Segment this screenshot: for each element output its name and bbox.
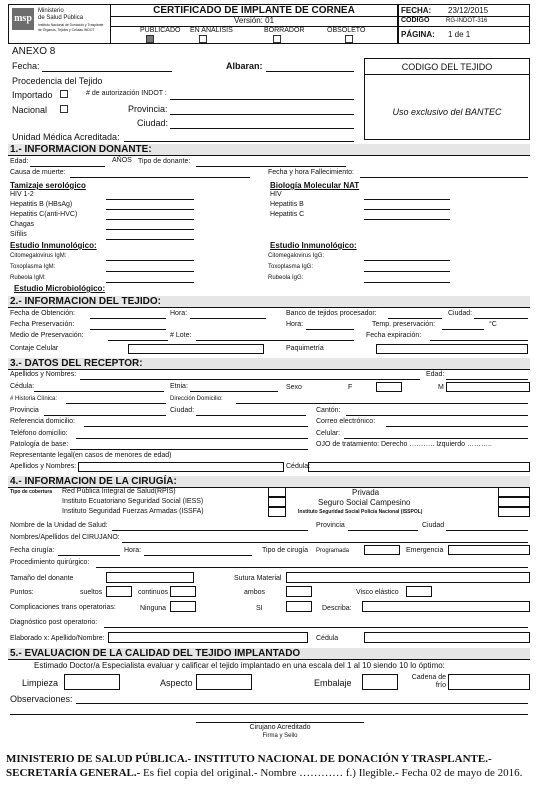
ciudad-field-line[interactable] (170, 128, 354, 129)
nat-hepc-line[interactable] (364, 219, 450, 220)
org-line-4: de Órganos, Tejidos y Células INDOT (38, 28, 95, 32)
aspecto-box[interactable] (196, 674, 252, 690)
receptor-edad-label: Edad: (426, 371, 445, 378)
hora-preservacion-line[interactable] (306, 329, 354, 330)
hora-cirugia-line[interactable] (144, 555, 252, 556)
sexo-m-box[interactable] (446, 382, 530, 392)
receptor-edad-line[interactable] (446, 379, 528, 380)
fecha-label: FECHA: (401, 6, 432, 15)
section-5-title: 5.- EVALUACION DE LA CALIDAD DEL TEJIDO IMPLANTADO (8, 648, 530, 660)
cadena-frio-label: Cadena de frío (411, 674, 446, 689)
test-hepc-line[interactable] (106, 219, 194, 220)
sexo-m-label: M (438, 384, 444, 391)
fecha-preservacion-line[interactable] (90, 329, 166, 330)
importado-checkbox[interactable] (60, 90, 68, 98)
ambos-box[interactable] (286, 586, 312, 597)
direccion-label: Dirección Domicilio: (170, 396, 223, 402)
inmuno-left-heading: Estudio Inmunológico: (10, 241, 97, 250)
unidad-salud-label: Nombre de la Unidad de Salud: (10, 522, 108, 529)
codigo-tejido-title: CODIGO DEL TEJIDO (401, 62, 493, 72)
rubeola-igg-line[interactable] (364, 282, 450, 283)
fecha-expiracion-label: Fecha expiración: (366, 332, 422, 339)
provincia-field-line[interactable] (170, 114, 354, 115)
receptor-etnia-line[interactable] (190, 391, 278, 392)
patologia-line[interactable] (70, 449, 308, 450)
lote-line[interactable] (196, 340, 354, 341)
tamizaje-heading: Tamizaje serológico (10, 181, 86, 190)
ciudad-banco-line[interactable] (474, 318, 528, 319)
fecha-value: 23/12/2015 (448, 6, 489, 15)
historia-clinica-label: # Historia Clínica: (10, 396, 58, 402)
elaborado-label: Elaborado x: Apellido/Nombre: (10, 635, 105, 642)
aspecto-label: Aspecto (160, 678, 193, 688)
elaborado-cedula-box[interactable] (364, 632, 530, 643)
canton-line[interactable] (346, 415, 528, 416)
sutura-label: Sutura Material (234, 575, 282, 582)
representante-cedula-label: Cédula: (286, 463, 311, 470)
pagina-label: PÁGINA: (401, 30, 435, 39)
cmv-igm-label: Citomegalovirus IgM: (10, 253, 67, 259)
toxo-igm-line[interactable] (106, 271, 194, 272)
diagnostico-line[interactable] (104, 627, 528, 628)
test-hepb-line[interactable] (106, 209, 194, 210)
fecha-field-line[interactable] (42, 71, 172, 72)
toxo-igm-label: Toxoplasma IgM: (10, 264, 56, 270)
si-label: SI (256, 605, 263, 612)
causa-muerte-field-line[interactable] (70, 177, 250, 178)
test-chagas-line[interactable] (106, 229, 194, 230)
status-analisis-checkbox[interactable] (199, 35, 207, 43)
paquimetria-box[interactable] (376, 344, 528, 354)
test-hiv-12-line[interactable] (106, 199, 194, 200)
firma-sello-label: Firma y Sello (262, 733, 298, 739)
fecha-fallecimiento-label: Fecha y hora Fallecimiento: (268, 169, 354, 176)
status-obsoleto-checkbox[interactable] (345, 35, 353, 43)
receptor-provincia-line[interactable] (44, 415, 166, 416)
fecha-preservacion-label: Fecha Preservación: (10, 321, 75, 328)
referencia-label: Referencia domicilio: (10, 418, 75, 425)
hora-obtencion-line[interactable] (190, 318, 266, 319)
representante-label: Representante legal(en casos de menores de edad) (10, 452, 172, 459)
causa-muerte-label: Causa de muerte: (10, 169, 66, 176)
correo-line[interactable] (386, 426, 528, 427)
anexo-label: ANEXO 8 (12, 46, 56, 57)
receptor-provincia-label: Provincia (10, 407, 39, 414)
test-sifilis-label: Sífilis (10, 231, 27, 238)
receptor-sexo-label: Sexo (286, 384, 302, 391)
cirugia-provincia-label: Provincia (316, 522, 345, 529)
albaran-label: Albaran: (226, 61, 263, 71)
sexo-f-box[interactable] (376, 382, 402, 392)
emergencia-box[interactable] (448, 545, 530, 555)
status-analisis-label: EN ANALISIS (190, 27, 233, 34)
codigo-value: RG-INDOT-316 (446, 18, 488, 24)
cirujano-label: Nombres/Apellidos del CIRUJANO: (10, 534, 120, 541)
pagina-value: 1 de 1 (448, 30, 471, 39)
fecha-field-label: Fecha: (12, 61, 40, 71)
representante-apellidos-label: Apellidos y Nombres: (10, 463, 77, 470)
medio-preservacion-label: Medio de Preservación: (10, 332, 84, 339)
status-borrador-label: BORRADOR (264, 27, 305, 34)
embalaje-box[interactable] (362, 674, 398, 690)
cobertura-issfa-label: Instituto Seguridad Fuerzas Armadas (ISSFA) (62, 508, 204, 515)
fecha-cirugia-line[interactable] (58, 555, 120, 556)
org-line-2: de Salud Pública (38, 15, 84, 21)
nat-hepb-label: Hepatitis B (270, 201, 304, 208)
visco-box[interactable] (406, 586, 432, 597)
visco-label: Visco elástico (356, 589, 399, 596)
nat-hiv-line[interactable] (364, 199, 450, 200)
test-hepb-label: Hepatitis B (HBsAg) (10, 201, 73, 208)
fecha-obtencion-line[interactable] (90, 318, 166, 319)
representante-apellidos-box[interactable] (78, 462, 284, 472)
banco-label: Banco de tejidos procesador: (286, 310, 377, 317)
importado-label: Importado (12, 90, 53, 100)
test-sifilis-line[interactable] (106, 239, 194, 240)
complicaciones-label: Complicaciones trans operatorias: (10, 604, 116, 611)
medio-preservacion-line[interactable] (108, 340, 168, 341)
receptor-cedula-label: Cédula: (10, 383, 35, 390)
temp-preservacion-label: Temp. preservación: (372, 321, 436, 328)
cobertura-iess-box[interactable] (268, 497, 286, 507)
provincia-label: Provincia: (128, 104, 168, 114)
document-title: CERTIFICADO DE IMPLANTE DE CORNEA (153, 5, 355, 16)
referencia-line[interactable] (84, 426, 308, 427)
correo-label: Correo electrónico: (316, 418, 376, 425)
nacional-label: Nacional (12, 105, 48, 115)
ministry-logo-icon: msp (12, 8, 34, 30)
hora-obtencion-label: Hora: (170, 310, 188, 317)
fecha-cirugia-label: Fecha cirugía: (10, 547, 55, 554)
elaborado-cedula-label: Cédula (316, 635, 339, 642)
diagnostico-label: Diagnóstico post operatorio: (10, 619, 98, 626)
hora-cirugia-label: Hora: (124, 547, 142, 554)
ambos-label: ambos (244, 589, 266, 596)
edad-label: Edad: (10, 158, 29, 165)
section-3-title: 3.- DATOS DEL RECEPTOR: (8, 358, 530, 370)
telefono-line[interactable] (76, 438, 308, 439)
limpieza-box[interactable] (64, 674, 120, 690)
section-2-title: 2.- INFORMACION DEL TEJIDO: (8, 296, 530, 308)
cirugia-provincia-line[interactable] (348, 530, 418, 531)
section-1-title: 1.- INFORMACION DONANTE: (8, 144, 530, 156)
procedencia-label: Procedencia del Tejido (12, 76, 103, 86)
continuos-box[interactable] (170, 586, 196, 597)
si-box[interactable] (286, 601, 312, 612)
cobertura-rpis-box[interactable] (268, 487, 286, 497)
contaje-celular-box[interactable] (128, 344, 264, 354)
ciudad-banco-label: Ciudad: (448, 310, 473, 317)
programada-label: Programada (316, 548, 350, 554)
certified-copy-footer: MINISTERIO DE SALUD PÚBLICA.- INSTITUTO NACIONAL DE DONACIÓN Y TRASPLANTE.- SECRETARÍA GENERAL.- Es fiel copia del original.- Nombre ………… f.) Ilegible.- Fecha 02 de mayo de 2016. (6, 753, 523, 779)
cobertura-campesino-label: Seguro Social Campesino (318, 498, 411, 507)
elaborado-box[interactable] (108, 632, 308, 643)
nat-hepb-line[interactable] (364, 209, 450, 210)
rubeola-igg-label: Rubeola IgG: (268, 275, 304, 281)
sexo-f-label: F (348, 384, 353, 391)
representante-cedula-box[interactable] (308, 462, 530, 472)
rubeola-igm-label: Rubeola IgM: (10, 275, 46, 281)
telefono-label: Teléfono domicilio: (10, 430, 68, 437)
tipo-donante-field-line[interactable] (196, 166, 346, 167)
cirugia-ciudad-label: Ciudad (422, 522, 445, 529)
temp-preservacion-line[interactable] (442, 329, 484, 330)
section-4-title: 4.- INFORMACION DE LA CIRUGÍA: (8, 476, 530, 488)
ninguna-box[interactable] (170, 601, 196, 612)
tipo-cirugia-label: Tipo de cirugía (262, 547, 309, 554)
cobertura-campesino-box[interactable] (498, 497, 530, 507)
test-chagas-label: Chagas (10, 221, 35, 228)
status-borrador-checkbox[interactable] (273, 35, 281, 43)
describa-label: Describa: (322, 605, 352, 612)
receptor-apellidos-label: Apellidos y Nombres: (10, 371, 77, 378)
status-publicado-label: PUBLICADO (140, 27, 181, 34)
puntos-label: Puntos: (10, 589, 34, 596)
cobertura-issfa-box[interactable] (268, 507, 286, 517)
historia-clinica-line[interactable] (66, 403, 166, 404)
nat-hiv-label: HIV (270, 191, 282, 198)
test-hiv-12-label: HIV 1-2 (10, 191, 34, 198)
paquimetria-label: Paquimetría (286, 345, 324, 352)
fecha-obtencion-label: Fecha de Obtención: (10, 310, 75, 317)
sueltos-box[interactable] (106, 586, 132, 597)
cmv-igm-line[interactable] (106, 260, 194, 261)
cmv-igg-label: Citomegalovirus IgG: (268, 253, 325, 259)
ojo-tratamiento-label[interactable]: OJO de tratamiento: Derecho ……….. Izquierdo ……….. (316, 441, 492, 448)
inmuno-right-heading: Estudio Inmunológico: (270, 241, 357, 250)
contaje-celular-label: Contaje Celular (10, 345, 59, 352)
unidad-medica-field-line[interactable] (124, 141, 354, 142)
canton-label: Cantón: (316, 407, 341, 414)
tamano-donante-label: Tamaño del donante (10, 575, 74, 582)
status-obsoleto-label: OBSOLETO (327, 27, 366, 34)
procedimiento-line[interactable] (96, 567, 528, 568)
programada-box[interactable] (364, 545, 400, 555)
ninguna-label: Ninguna (140, 605, 167, 612)
celular-line[interactable] (344, 438, 528, 439)
embalaje-label: Embalaje (314, 678, 352, 688)
test-hepc-label: Hepatitis C(anti-HVC) (10, 211, 78, 218)
cmv-igg-line[interactable] (364, 260, 450, 261)
patologia-label: Patología de base: (10, 441, 69, 448)
cirujano-acreditado-label: Cirujano Acreditado (249, 724, 311, 731)
ciudad-label: Ciudad: (137, 118, 169, 128)
cadena-frio-box[interactable] (448, 674, 530, 690)
autorizacion-label: # de autorización INDOT : (86, 90, 167, 97)
grados-label: °C (489, 321, 497, 328)
nacional-checkbox[interactable] (60, 105, 68, 113)
document-version: Versión: 01 (233, 16, 275, 25)
codigo-label: CODIGO (401, 17, 430, 24)
evaluacion-instruccion: Estimado Doctor/a Especialista evaluar y calificar el tejido implantado en una escala del 1 al 10 siendo 10 lo óptimo: (34, 661, 445, 670)
anos-label: AÑOS (112, 157, 132, 164)
unidad-medica-label: Unidad Médica Acreditada: (12, 132, 120, 142)
biologia-heading: Biología Molecular NAT (270, 181, 360, 190)
edad-field-line[interactable] (30, 166, 105, 167)
receptor-cedula-line[interactable] (34, 391, 164, 392)
cirujano-line[interactable] (122, 542, 528, 543)
tipo-cobertura-label: Tipo de cobertura (10, 489, 53, 495)
continuos-label: continuos (138, 589, 168, 596)
limpieza-label: Limpieza (22, 678, 59, 688)
uso-exclusivo-text: Uso exclusivo del BANTEC (392, 107, 502, 117)
celular-label: Celular: (316, 430, 341, 437)
fecha-fallecimiento-field-line[interactable] (360, 177, 528, 178)
nat-hepc-label: Hepatitis C (270, 211, 305, 218)
microbiologico-heading: Estudio Microbiológico: (14, 284, 106, 293)
toxo-igg-line[interactable] (364, 271, 450, 272)
describa-box[interactable] (362, 601, 530, 612)
cobertura-privada-label: Privada (352, 488, 380, 497)
lote-label: # Lote: (170, 332, 192, 339)
rubeola-igm-line[interactable] (106, 282, 194, 283)
observaciones-line-1[interactable] (76, 703, 528, 704)
cirugia-ciudad-line[interactable] (446, 530, 528, 531)
autorizacion-field-line[interactable] (170, 99, 354, 100)
unidad-salud-line[interactable] (112, 530, 308, 531)
cobertura-rpis-label: Red Pública Integral de Salud(RPIS) (62, 488, 176, 495)
receptor-apellidos-line[interactable] (80, 379, 420, 380)
albaran-field-line[interactable] (266, 71, 354, 72)
fecha-expiracion-line[interactable] (430, 340, 528, 341)
direccion-line[interactable] (236, 403, 528, 404)
observaciones-line-2[interactable] (10, 714, 528, 715)
toxo-igg-label: Toxoplasma IgG: (268, 264, 314, 270)
banco-line[interactable] (388, 318, 442, 319)
cobertura-isspol-label: Instituto Seguridad Social Policía Nacional (ISSPOL) (298, 509, 423, 515)
sueltos-label: sueltos (80, 589, 103, 596)
receptor-ciudad-line[interactable] (196, 415, 306, 416)
receptor-ciudad-label: Ciudad: (170, 407, 195, 414)
hora-preservacion-label: Hora: (286, 321, 304, 328)
procedimiento-label: Procedimiento quirúrgico: (10, 559, 90, 566)
observaciones-label: Observaciones: (10, 694, 73, 704)
cobertura-iess-label: Instituto Ecuatoriano Seguridad Social (IESS) (62, 498, 204, 505)
org-line-1: Ministerio (38, 8, 64, 14)
status-publicado-checkbox[interactable] (146, 35, 154, 43)
firma-line[interactable] (196, 722, 364, 723)
cobertura-privada-box[interactable] (498, 487, 530, 497)
org-line-3: Instituto Nacional de Donación y Trasplante (38, 23, 104, 27)
tamano-donante-box[interactable] (106, 572, 194, 583)
emergencia-label: Emergencia (406, 547, 444, 554)
cobertura-isspol-box[interactable] (498, 507, 530, 517)
receptor-etnia-label: Etnia: (170, 383, 188, 390)
tipo-donante-label: Tipo de donante: (138, 158, 191, 165)
sutura-box[interactable] (286, 572, 530, 583)
